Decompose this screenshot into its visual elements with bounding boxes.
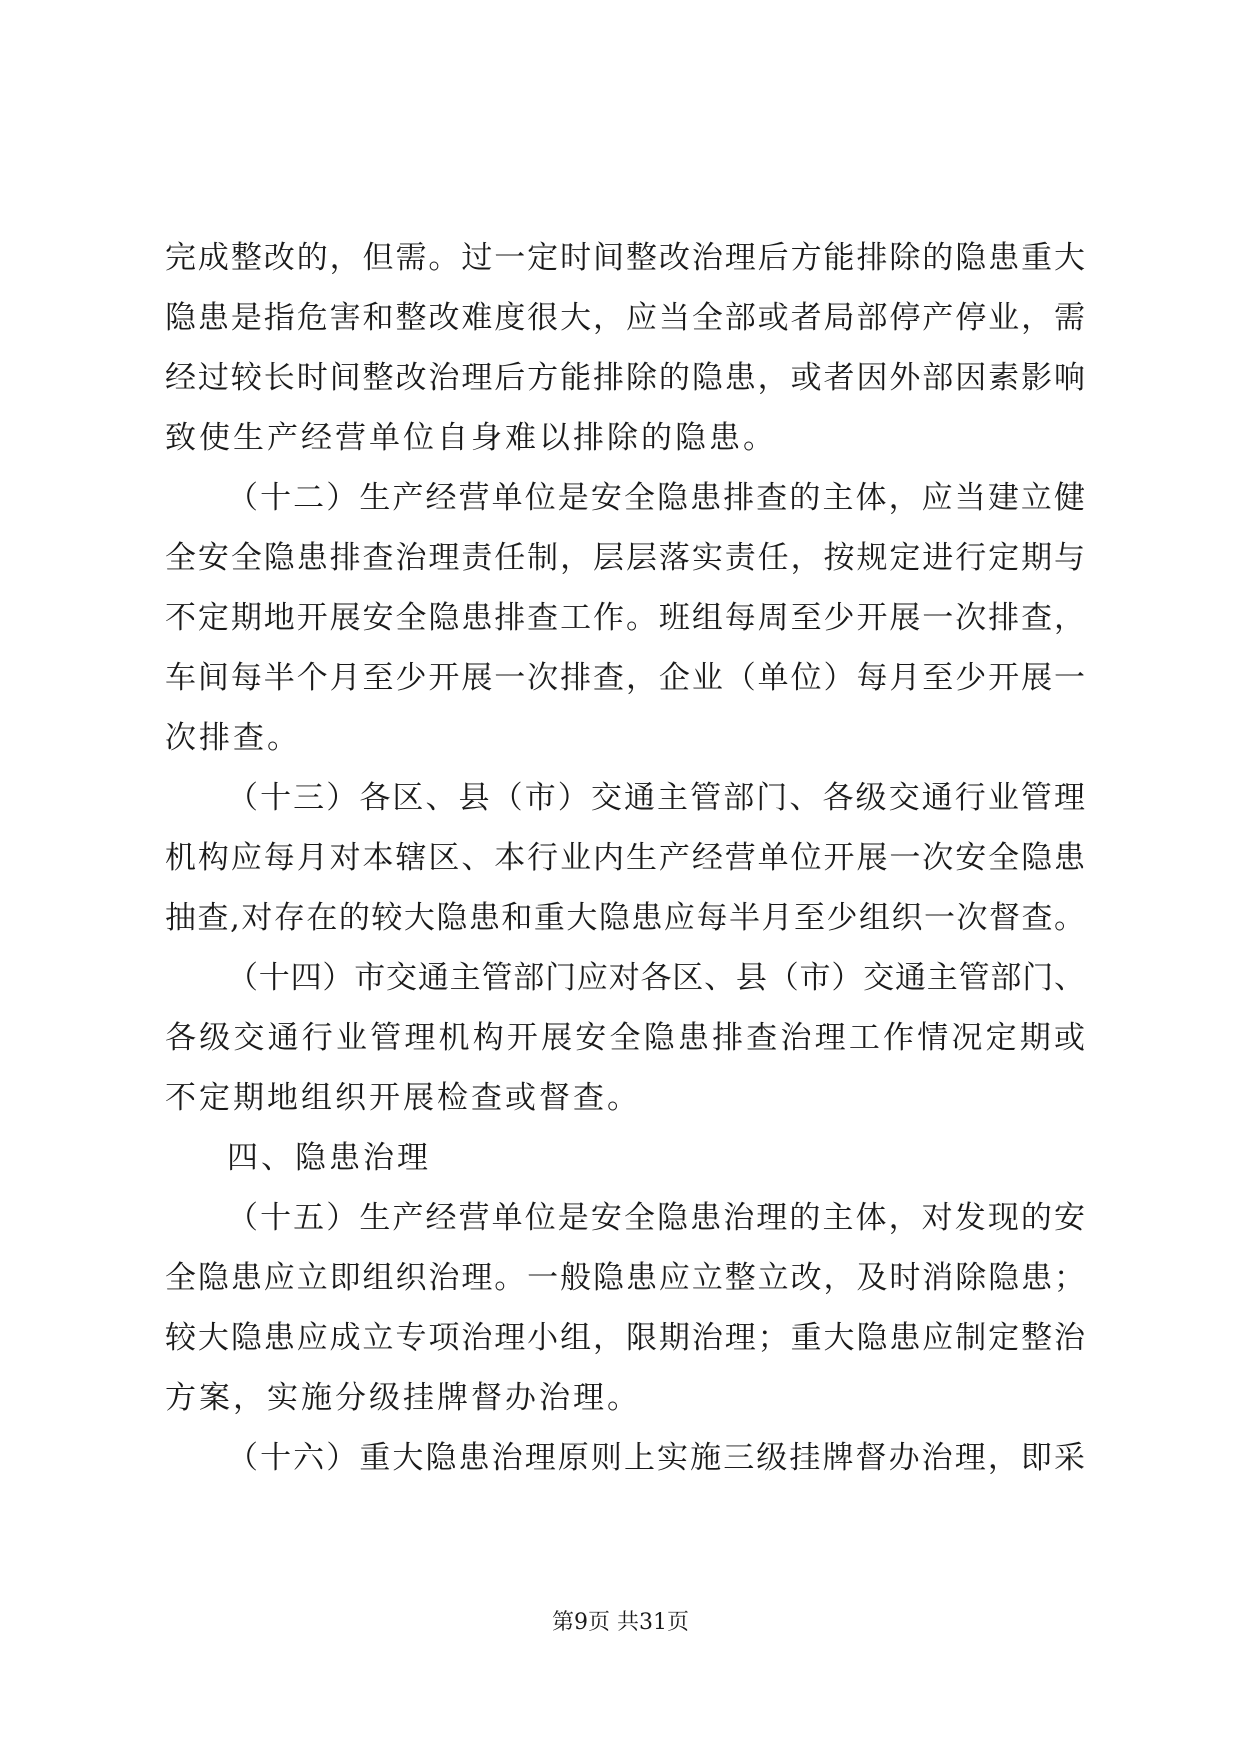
- text-line: 车间每半个月至少开展一次排查，企业（单位）每月至少开展一: [165, 660, 1085, 696]
- paragraph-15-start: （十五）生产经营单位是安全隐患治理的主体，对发现的安: [227, 1200, 1085, 1236]
- page-number-footer: 第9页 共31页: [552, 1610, 689, 1635]
- text-line: 不定期地组织开展检查或督查。: [165, 1080, 641, 1116]
- text-line: 较大隐患应成立专项治理小组，限期治理；重大隐患应制定整治: [165, 1320, 1085, 1356]
- text-line: 全隐患应立即组织治理。一般隐患应立整立改，及时消除隐患；: [165, 1260, 1085, 1296]
- text-line: 各级交通行业管理机构开展安全隐患排查治理工作情况定期或: [165, 1020, 1085, 1056]
- paragraph-16-start: （十六）重大隐患治理原则上实施三级挂牌督办治理，即采: [227, 1440, 1085, 1476]
- paragraph-13-start: （十三）各区、县（市）交通主管部门、各级交通行业管理: [227, 780, 1085, 816]
- text-line: 方案，实施分级挂牌督办治理。: [165, 1380, 641, 1416]
- text-line: 次排查。: [165, 720, 301, 756]
- text-line: 不定期地开展安全隐患排查工作。班组每周至少开展一次排查，: [165, 600, 1085, 636]
- text-line: 全安全隐患排查治理责任制，层层落实责任，按规定进行定期与: [165, 540, 1085, 576]
- text-line: 机构应每月对本辖区、本行业内生产经营单位开展一次安全隐患: [165, 840, 1085, 876]
- text-line: 致使生产经营单位自身难以排除的隐患。: [165, 420, 777, 456]
- text-line: 抽查,对存在的较大隐患和重大隐患应每半月至少组织一次督查。: [165, 900, 1085, 936]
- paragraph-14-start: （十四）市交通主管部门应对各区、县（市）交通主管部门、: [227, 960, 1085, 996]
- section-heading: 四、隐患治理: [227, 1140, 431, 1176]
- text-line: 完成整改的，但需。过一定时间整改治理后方能排除的隐患重大: [165, 240, 1085, 276]
- paragraph-12-start: （十二）生产经营单位是安全隐患排查的主体，应当建立健: [227, 480, 1085, 516]
- text-line: 经过较长时间整改治理后方能排除的隐患，或者因外部因素影响: [165, 360, 1085, 396]
- body-text: [165, 228, 1085, 1488]
- text-line: 隐患是指危害和整改难度很大，应当全部或者局部停产停业，需: [165, 300, 1085, 336]
